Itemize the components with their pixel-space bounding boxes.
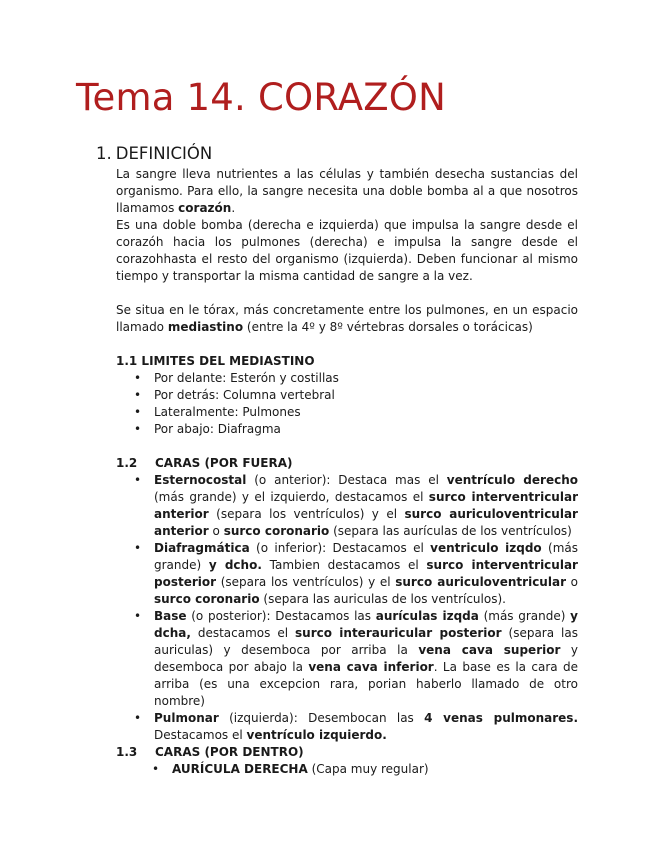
text-run: Destacamos el — [154, 728, 247, 742]
bold-term: mediastino — [167, 320, 244, 334]
list-item — [172, 761, 578, 778]
text-run: (separa las aurículas de los ventrículos) — [329, 524, 572, 538]
list-item — [154, 540, 578, 608]
list-item — [154, 710, 578, 744]
bold-term: surco interauricular posterior — [295, 626, 502, 640]
bold-term: vena cava superior — [418, 643, 561, 657]
subheading-limites: 1.1 LIMITES DEL MEDIASTINO — [116, 354, 315, 368]
text-run: Por detrás: Columna vertebral — [154, 388, 335, 402]
list-item — [154, 421, 578, 438]
bold-term: AURÍCULA DERECHA — [172, 762, 308, 776]
subheading-text: CARAS (POR FUERA) — [155, 456, 293, 470]
bold-term: 4 venas pulmonares. — [424, 711, 578, 725]
text-run: o — [208, 524, 224, 538]
text-run: Es una doble bomba (derecha e izquierda) que impulsa la sangre desde el corazóh hacia los pulmones (derecha) e impulsa la sangre desde el corazohhasta el resto del organismo (izquierda). Deben funcionar al mismo tiempo y transportar la misma cantidad de sangre a la vez. — [116, 218, 578, 283]
paragraph-situacion — [116, 302, 578, 336]
bold-term: ventrículo izquierdo. — [246, 728, 387, 742]
text-run: Por abajo: Diafragma — [154, 422, 281, 436]
document-body — [116, 166, 578, 778]
text-run: (entre la 4º y 8º vértebras dorsales o torácicas) — [243, 320, 533, 334]
text-run: destacamos el — [190, 626, 296, 640]
bold-term: surco interventricular anterior — [154, 490, 578, 521]
text-run: (o posterior): Destacamos las — [186, 609, 376, 623]
bold-term: y dcho. — [208, 558, 262, 572]
text-run: (separa los ventrículos) y el — [208, 507, 405, 521]
bold-term: ventrículo derecho — [446, 473, 578, 487]
paragraph-definicion-1 — [116, 166, 578, 217]
list-item — [154, 387, 578, 404]
text-run: (separa los ventrículos) y el — [216, 575, 396, 589]
list-item — [154, 472, 578, 540]
section-heading-definicion — [96, 144, 212, 163]
section-number: 1. — [96, 144, 112, 163]
list-item — [154, 404, 578, 421]
text-run: Por delante: Esterón y costillas — [154, 371, 339, 385]
text-run: (Capa muy regular) — [307, 762, 429, 776]
bold-term: ventriculo izqdo — [430, 541, 542, 555]
bold-term: aurículas izqda — [375, 609, 479, 623]
text-run: . — [231, 201, 236, 215]
subheading-number: 1.2 — [116, 456, 138, 470]
bold-term: corazón — [178, 201, 232, 215]
text-run: (separa las auriculas de los ventrículos). — [259, 592, 506, 606]
list-item — [154, 370, 578, 387]
text-run: (más grande) y el izquierdo, destacamos el — [154, 490, 429, 504]
text-run: (o inferior): Destacamos el — [249, 541, 431, 555]
bold-term: surco auriculoventricular — [395, 575, 566, 589]
text-run: y desemboca por abajo la — [154, 643, 578, 674]
text-run: Lateralmente: Pulmones — [154, 405, 301, 419]
bold-term: surco auriculoventricular anterior — [154, 507, 578, 538]
bold-term: y dcha, — [154, 609, 578, 640]
list-item — [154, 608, 578, 710]
bold-term: surco coronario — [154, 592, 260, 606]
text-run: (más grande) — [478, 609, 571, 623]
text-run: (o anterior): Destaca mas el — [246, 473, 447, 487]
subheading-text: CARAS (POR DENTRO) — [155, 745, 304, 759]
bold-term: surco coronario — [223, 524, 330, 538]
text-run: . La base es la cara de arriba (es una excepcion rara, porian haberlo llamado de otro nombre) — [154, 660, 579, 708]
limites-list — [116, 370, 578, 438]
bold-term: Pulmonar — [154, 711, 219, 725]
paragraph-definicion-2 — [116, 217, 578, 285]
bold-term: vena cava inferior — [308, 660, 434, 674]
section-title: DEFINICIÓN — [115, 144, 213, 163]
text-run: (más grande) — [154, 541, 579, 572]
page-title: Tema 14. CORAZÓN — [76, 76, 446, 119]
subheading-number: 1.3 — [116, 745, 138, 759]
caras-fuera-list — [116, 472, 578, 744]
subheading-caras-dentro — [116, 744, 578, 761]
subheading-caras-fuera — [116, 455, 578, 472]
text-run: La sangre lleva nutrientes a las células y también desecha sustancias del organismo. Para ello, la sangre necesita una doble bomba al a que nosotros llamamos — [116, 167, 578, 215]
bold-term: Diafragmática — [154, 541, 250, 555]
bold-term: Esternocostal — [154, 473, 247, 487]
bold-term: surco interventricular posterior — [154, 558, 578, 589]
text-run: Tambien destacamos el — [261, 558, 427, 572]
text-run: (izquierda): Desembocan las — [218, 711, 425, 725]
caras-dentro-list — [116, 761, 578, 778]
bold-term: Base — [154, 609, 187, 623]
text-run: Se situa en le tórax, más concretamente entre los pulmones, en un espacio llamado — [116, 303, 578, 334]
text-run: o — [565, 575, 578, 589]
text-run: (separa las auriculas) y desemboca por arriba la — [154, 626, 578, 657]
